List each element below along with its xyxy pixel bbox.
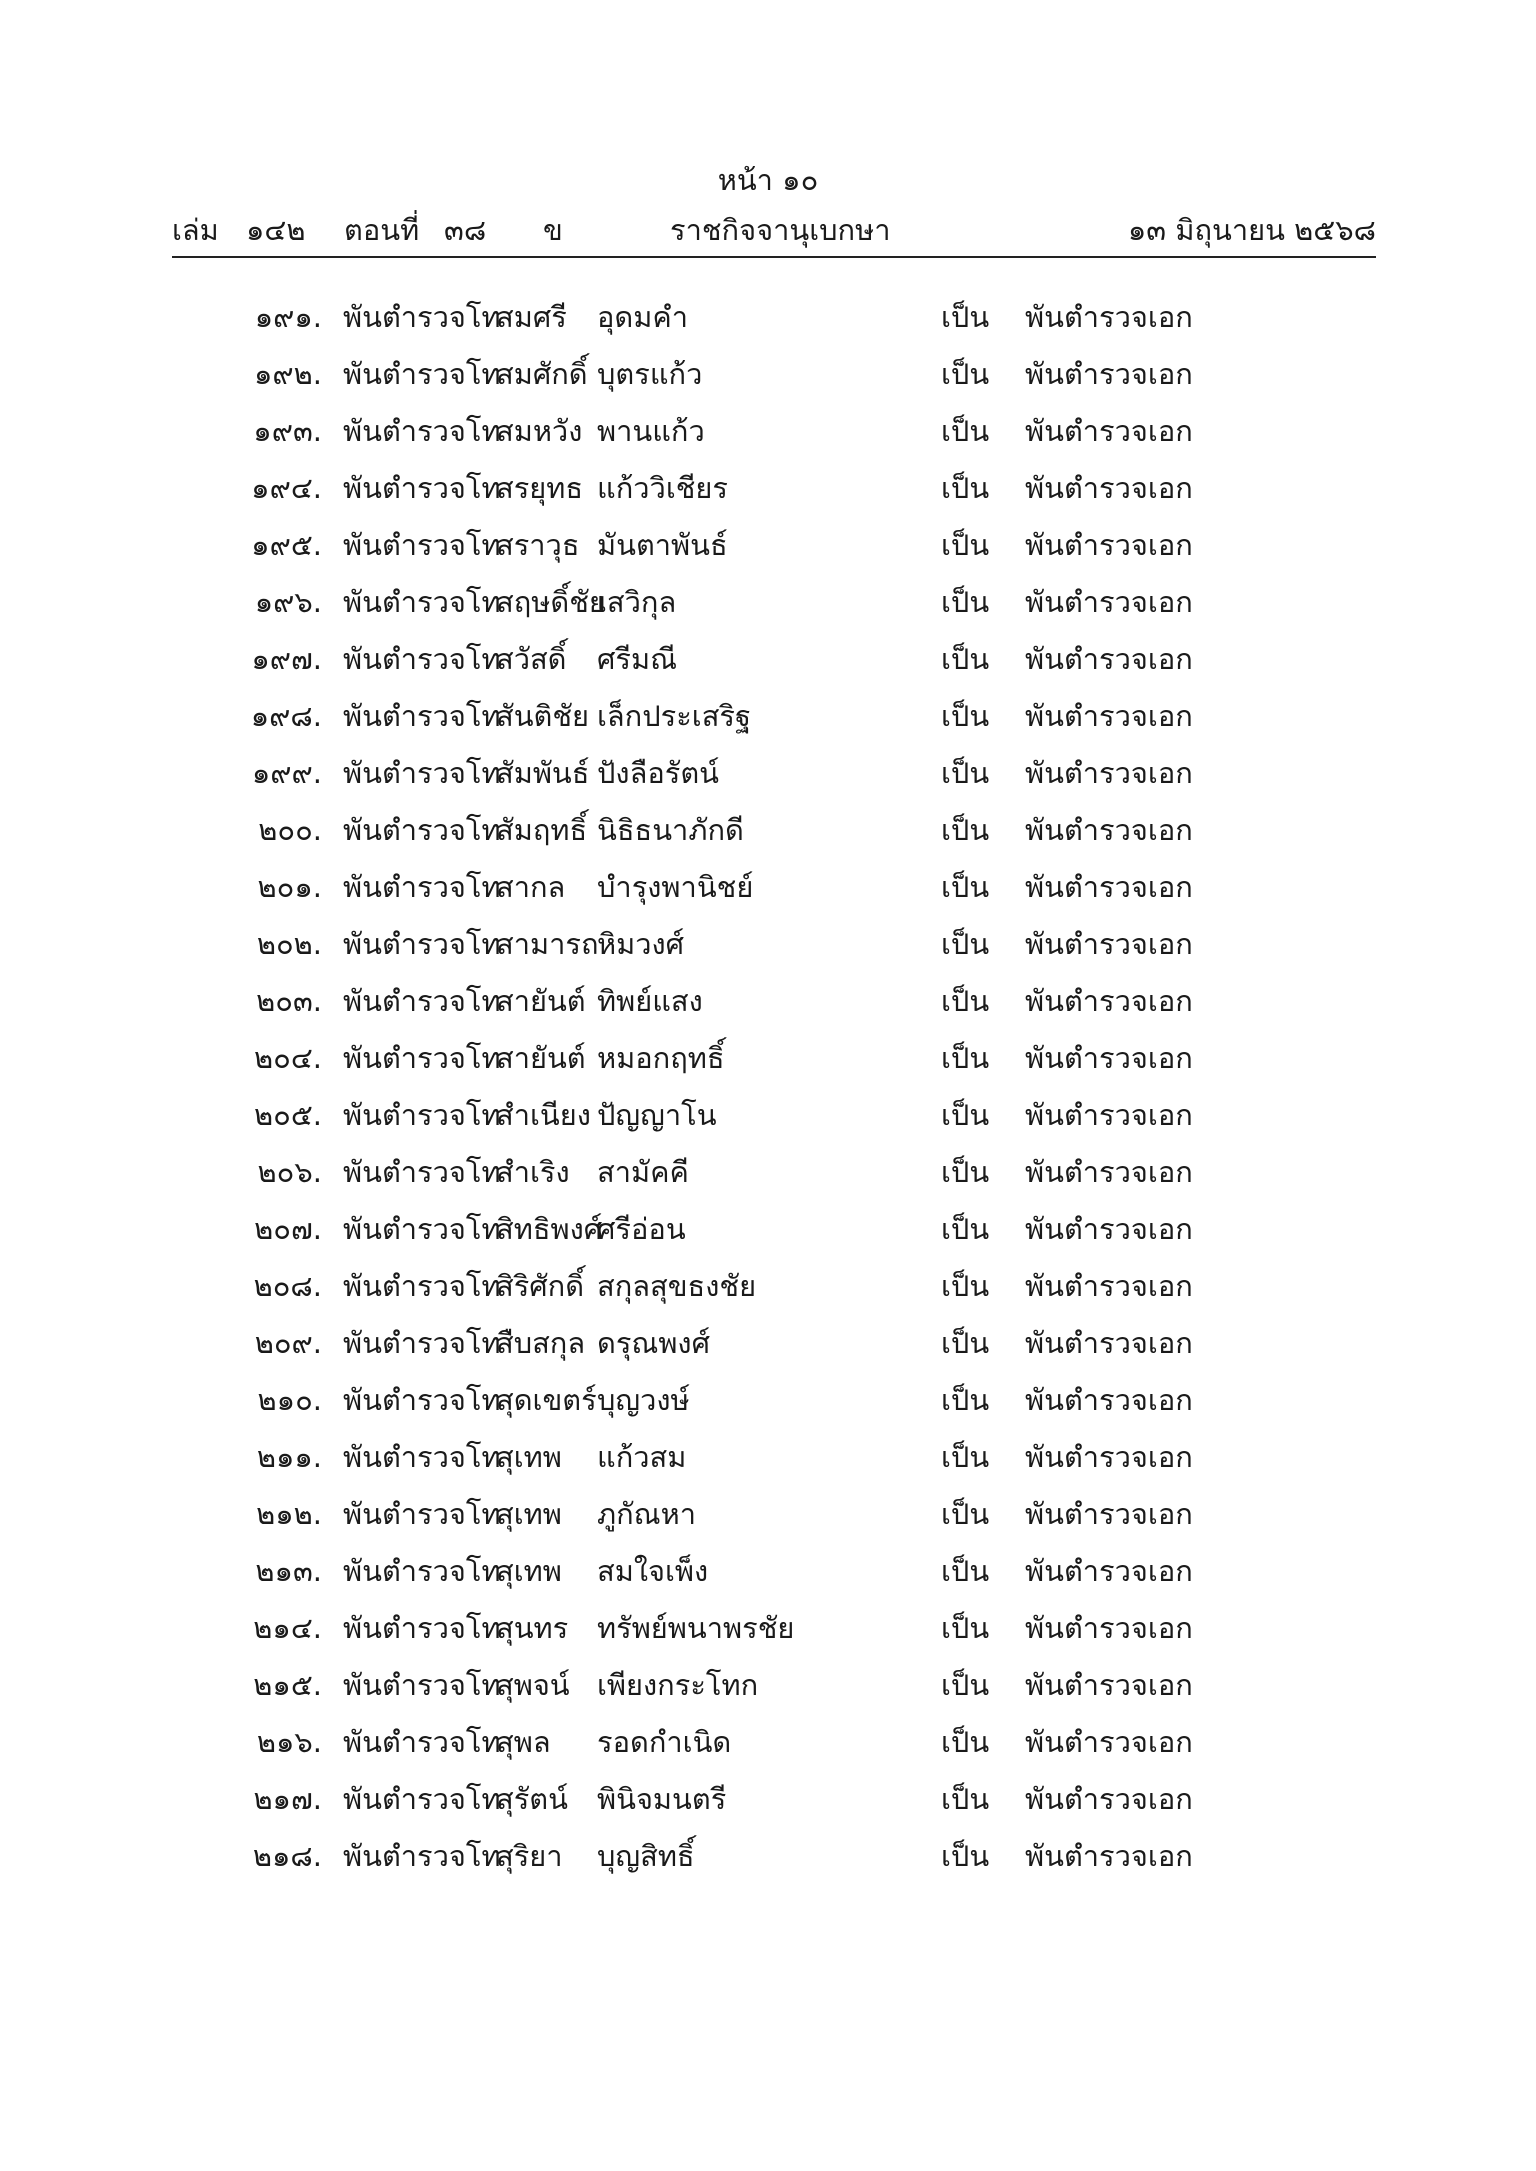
current-rank: พันตำรวจโท: [343, 756, 501, 790]
new-rank: พันตำรวจเอก: [1025, 1041, 1193, 1075]
current-rank: พันตำรวจโท: [343, 984, 501, 1018]
last-name: บุตรแก้ว: [597, 357, 703, 391]
last-name: ทิพย์แสง: [597, 984, 703, 1018]
row-number: ๑๙๒.: [254, 357, 322, 391]
current-rank: พันตำรวจโท: [343, 528, 501, 562]
list-item: [0, 460, 1536, 517]
last-name: มันตาพันธ์: [597, 528, 728, 562]
gazette-header: [0, 208, 1536, 252]
current-rank: พันตำรวจโท: [343, 1155, 501, 1189]
list-item: [0, 802, 1536, 859]
list-item: [0, 1087, 1536, 1144]
as-label: เป็น: [941, 1041, 990, 1075]
list-item: [0, 1828, 1536, 1885]
last-name: แก้วสม: [597, 1440, 687, 1474]
first-name: สากล: [496, 870, 566, 904]
list-item: [0, 1543, 1536, 1600]
row-number: ๑๙๓.: [253, 414, 322, 448]
row-number: ๑๙๖.: [254, 585, 322, 619]
row-number: ๒๑๐.: [257, 1383, 322, 1417]
row-number: ๒๑๕.: [253, 1668, 322, 1702]
last-name: ปังลือรัตน์: [597, 756, 719, 790]
row-number: ๑๙๑.: [254, 300, 322, 334]
publication-date: ๑๓ มิถุนายน ๒๕๖๘: [1127, 213, 1376, 247]
last-name: บุญวงษ์: [597, 1383, 690, 1417]
page-number: หน้า ๑๐: [717, 163, 819, 197]
new-rank: พันตำรวจเอก: [1025, 1098, 1193, 1132]
current-rank: พันตำรวจโท: [343, 1725, 501, 1759]
current-rank: พันตำรวจโท: [343, 1839, 501, 1873]
first-name: สวัสดิ์: [496, 642, 567, 676]
row-number: ๒๑๔.: [253, 1611, 322, 1645]
new-rank: พันตำรวจเอก: [1025, 1155, 1193, 1189]
first-name: สิทธิพงศ์: [496, 1212, 603, 1246]
as-label: เป็น: [941, 927, 990, 961]
as-label: เป็น: [941, 1497, 990, 1531]
last-name: ภูกัณหา: [597, 1497, 696, 1531]
new-rank: พันตำรวจเอก: [1025, 756, 1193, 790]
as-label: เป็น: [941, 471, 990, 505]
first-name: สมศักดิ์: [496, 357, 588, 391]
list-item: [0, 859, 1536, 916]
current-rank: พันตำรวจโท: [343, 699, 501, 733]
last-name: เพียงกระโทก: [597, 1668, 759, 1702]
first-name: สายันต์: [496, 984, 586, 1018]
row-number: ๒๐๘.: [253, 1269, 322, 1303]
list-item: [0, 1714, 1536, 1771]
new-rank: พันตำรวจเอก: [1025, 1782, 1193, 1816]
list-item: [0, 346, 1536, 403]
current-rank: พันตำรวจโท: [343, 870, 501, 904]
list-item: [0, 574, 1536, 631]
last-name: พินิจมนตรี: [597, 1782, 727, 1816]
current-rank: พันตำรวจโท: [343, 1611, 501, 1645]
new-rank: พันตำรวจเอก: [1025, 813, 1193, 847]
list-item: [0, 1201, 1536, 1258]
current-rank: พันตำรวจโท: [343, 1269, 501, 1303]
current-rank: พันตำรวจโท: [343, 357, 501, 391]
first-name: สัมฤทธิ์: [496, 813, 588, 847]
first-name: สุพล: [496, 1725, 551, 1759]
first-name: สามารถ: [496, 927, 599, 961]
first-name: สุรัตน์: [496, 1782, 568, 1816]
last-name: เล็กประเสริฐ: [597, 699, 751, 733]
issue-number: ๓๘: [444, 213, 487, 247]
as-label: เป็น: [941, 1554, 990, 1588]
as-label: เป็น: [941, 1098, 990, 1132]
new-rank: พันตำรวจเอก: [1025, 1497, 1193, 1531]
as-label: เป็น: [941, 1212, 990, 1246]
as-label: เป็น: [941, 813, 990, 847]
last-name: สามัคคี: [597, 1155, 689, 1189]
as-label: เป็น: [941, 1440, 990, 1474]
current-rank: พันตำรวจโท: [343, 1098, 501, 1132]
last-name: รอดกำเนิด: [597, 1725, 732, 1759]
new-rank: พันตำรวจเอก: [1025, 1668, 1193, 1702]
row-number: ๒๐๓.: [256, 984, 322, 1018]
as-label: เป็น: [941, 414, 990, 448]
row-number: ๒๑๓.: [255, 1554, 322, 1588]
row-number: ๒๐๐.: [258, 813, 322, 847]
row-number: ๑๙๘.: [250, 699, 322, 733]
current-rank: พันตำรวจโท: [343, 1041, 501, 1075]
new-rank: พันตำรวจเอก: [1025, 1725, 1193, 1759]
first-name: สุริยา: [496, 1839, 563, 1873]
list-item: [0, 1486, 1536, 1543]
as-label: เป็น: [941, 1782, 990, 1816]
row-number: ๒๑๖.: [256, 1725, 322, 1759]
current-rank: พันตำรวจโท: [343, 1782, 501, 1816]
list-item: [0, 1144, 1536, 1201]
list-item: [0, 1657, 1536, 1714]
current-rank: พันตำรวจโท: [343, 300, 501, 334]
as-label: เป็น: [941, 1839, 990, 1873]
as-label: เป็น: [941, 642, 990, 676]
new-rank: พันตำรวจเอก: [1025, 1839, 1193, 1873]
row-number: ๒๑๒.: [256, 1497, 322, 1531]
new-rank: พันตำรวจเอก: [1025, 1440, 1193, 1474]
section-letter: ข: [543, 213, 563, 247]
last-name: บุญสิทธิ์: [597, 1839, 695, 1873]
volume-number: ๑๔๒: [246, 213, 306, 247]
new-rank: พันตำรวจเอก: [1025, 927, 1193, 961]
new-rank: พันตำรวจเอก: [1025, 1326, 1193, 1360]
list-item: [0, 1372, 1536, 1429]
last-name: หิมวงศ์: [597, 927, 685, 961]
last-name: นิธิธนาภักดี: [597, 813, 744, 847]
new-rank: พันตำรวจเอก: [1025, 414, 1193, 448]
as-label: เป็น: [941, 1155, 990, 1189]
list-item: [0, 631, 1536, 688]
as-label: เป็น: [941, 1269, 990, 1303]
current-rank: พันตำรวจโท: [343, 1668, 501, 1702]
row-number: ๒๑๘.: [252, 1839, 322, 1873]
as-label: เป็น: [941, 870, 990, 904]
last-name: แก้ววิเชียร: [597, 471, 728, 505]
first-name: สัมพันธ์: [496, 756, 590, 790]
as-label: เป็น: [941, 1611, 990, 1645]
current-rank: พันตำรวจโท: [343, 585, 501, 619]
first-name: สุเทพ: [496, 1440, 562, 1474]
last-name: พานแก้ว: [597, 414, 705, 448]
new-rank: พันตำรวจเอก: [1025, 300, 1193, 334]
row-number: ๑๙๔.: [251, 471, 322, 505]
list-item: [0, 289, 1536, 346]
first-name: สำเนียง: [496, 1098, 591, 1132]
first-name: สรยุทธ: [496, 471, 584, 505]
current-rank: พันตำรวจโท: [343, 1383, 501, 1417]
last-name: อุดมคำ: [597, 300, 689, 334]
new-rank: พันตำรวจเอก: [1025, 1212, 1193, 1246]
last-name: บำรุงพานิชย์: [597, 870, 754, 904]
first-name: สุเทพ: [496, 1554, 562, 1588]
new-rank: พันตำรวจเอก: [1025, 699, 1193, 733]
last-name: ปัญญาโน: [597, 1098, 717, 1132]
last-name: ศรีมณี: [597, 642, 678, 676]
as-label: เป็น: [941, 699, 990, 733]
list-item: [0, 1258, 1536, 1315]
as-label: เป็น: [941, 1668, 990, 1702]
new-rank: พันตำรวจเอก: [1025, 1383, 1193, 1417]
current-rank: พันตำรวจโท: [343, 642, 501, 676]
current-rank: พันตำรวจโท: [343, 471, 501, 505]
first-name: สุดเขตร์: [496, 1383, 597, 1417]
row-number: ๒๐๗.: [254, 1212, 322, 1246]
current-rank: พันตำรวจโท: [343, 414, 501, 448]
current-rank: พันตำรวจโท: [343, 927, 501, 961]
current-rank: พันตำรวจโท: [343, 1212, 501, 1246]
list-item: [0, 688, 1536, 745]
list-item: [0, 745, 1536, 802]
last-name: เสวิกุล: [597, 585, 677, 619]
row-number: ๒๐๒.: [256, 927, 322, 961]
first-name: สมศรี: [496, 300, 567, 334]
new-rank: พันตำรวจเอก: [1025, 642, 1193, 676]
promotion-list: [0, 289, 1536, 1885]
first-name: สันติชัย: [496, 699, 590, 733]
row-number: ๒๐๔.: [254, 1041, 322, 1075]
as-label: เป็น: [941, 585, 990, 619]
new-rank: พันตำรวจเอก: [1025, 870, 1193, 904]
current-rank: พันตำรวจโท: [343, 1440, 501, 1474]
row-number: ๒๐๙.: [254, 1326, 322, 1360]
first-name: สุเทพ: [496, 1497, 562, 1531]
issue-label: ตอนที่: [344, 213, 420, 247]
list-item: [0, 1429, 1536, 1486]
new-rank: พันตำรวจเอก: [1025, 984, 1193, 1018]
row-number: ๑๙๗.: [251, 642, 322, 676]
row-number: ๑๙๕.: [251, 528, 322, 562]
list-item: [0, 916, 1536, 973]
as-label: เป็น: [941, 984, 990, 1018]
as-label: เป็น: [941, 1725, 990, 1759]
row-number: ๒๐๑.: [257, 870, 322, 904]
last-name: ศรีอ่อน: [597, 1212, 686, 1246]
list-item: [0, 1030, 1536, 1087]
first-name: สุพจน์: [496, 1668, 570, 1702]
current-rank: พันตำรวจโท: [343, 1497, 501, 1531]
row-number: ๑๙๙.: [251, 756, 322, 790]
first-name: สฤษดิ์ชัย: [496, 585, 606, 619]
as-label: เป็น: [941, 1326, 990, 1360]
as-label: เป็น: [941, 528, 990, 562]
list-item: [0, 1771, 1536, 1828]
first-name: สมหวัง: [496, 414, 583, 448]
row-number: ๒๑๑.: [256, 1440, 322, 1474]
new-rank: พันตำรวจเอก: [1025, 471, 1193, 505]
list-item: [0, 1600, 1536, 1657]
as-label: เป็น: [941, 357, 990, 391]
list-item: [0, 1315, 1536, 1372]
last-name: สมใจเพ็ง: [597, 1554, 709, 1588]
new-rank: พันตำรวจเอก: [1025, 1611, 1193, 1645]
new-rank: พันตำรวจเอก: [1025, 585, 1193, 619]
row-number: ๒๑๗.: [253, 1782, 322, 1816]
as-label: เป็น: [941, 1383, 990, 1417]
as-label: เป็น: [941, 756, 990, 790]
current-rank: พันตำรวจโท: [343, 1554, 501, 1588]
new-rank: พันตำรวจเอก: [1025, 1269, 1193, 1303]
first-name: สายันต์: [496, 1041, 586, 1075]
last-name: หมอกฤทธิ์: [597, 1041, 725, 1075]
list-item: [0, 403, 1536, 460]
current-rank: พันตำรวจโท: [343, 1326, 501, 1360]
row-number: ๒๐๖.: [257, 1155, 322, 1189]
last-name: ทรัพย์พนาพรชัย: [597, 1611, 795, 1645]
header-divider: [172, 256, 1376, 258]
gazette-name: ราชกิจจานุเบกษา: [670, 213, 891, 247]
first-name: สราวุธ: [496, 528, 580, 562]
new-rank: พันตำรวจเอก: [1025, 357, 1193, 391]
last-name: สกุลสุขธงชัย: [597, 1269, 757, 1303]
list-item: [0, 517, 1536, 574]
new-rank: พันตำรวจเอก: [1025, 1554, 1193, 1588]
first-name: สิริศักดิ์: [496, 1269, 585, 1303]
current-rank: พันตำรวจโท: [343, 813, 501, 847]
list-item: [0, 973, 1536, 1030]
as-label: เป็น: [941, 300, 990, 334]
first-name: สุนทร: [496, 1611, 569, 1645]
first-name: สืบสกุล: [496, 1326, 586, 1360]
volume-label: เล่ม: [172, 213, 219, 247]
new-rank: พันตำรวจเอก: [1025, 528, 1193, 562]
last-name: ดรุณพงศ์: [597, 1326, 710, 1360]
row-number: ๒๐๕.: [254, 1098, 322, 1132]
first-name: สำเริง: [496, 1155, 570, 1189]
